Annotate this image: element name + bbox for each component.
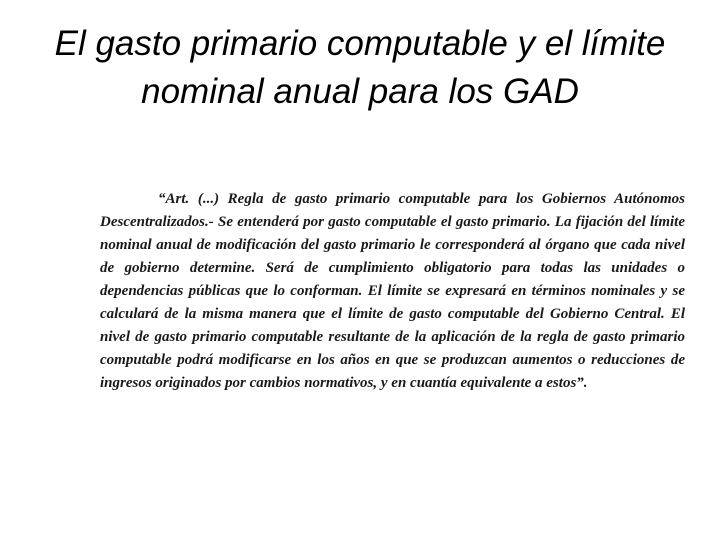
legal-quote: “Art. (...) Regla de gasto primario computable para los Gobiernos Autónomos Descentralizados.- Se entenderá por gasto computable el gasto primario. La fijación del límite nominal anual de modificación del gasto primario le corresponderá al órgano que cada nivel de gobierno determine. Será de cumplimiento obligatorio para todas las unidades o dependencias públicas que lo conforman. El límite se expresará en términos nominales y se calculará de la misma manera que el límite de gasto computable del Gobierno Central. El nivel de gasto primario computable resultante de la aplicación de la regla de gasto primario computable podrá modificarse en los años en que se produzcan aumentos o reducciones de ingresos originados por cambios normativos, y en cuantía equivalente a estos”.: [100, 191, 685, 391]
slide-title: El gasto primario computable y el límite nominal anual para los GAD: [54, 24, 666, 111]
